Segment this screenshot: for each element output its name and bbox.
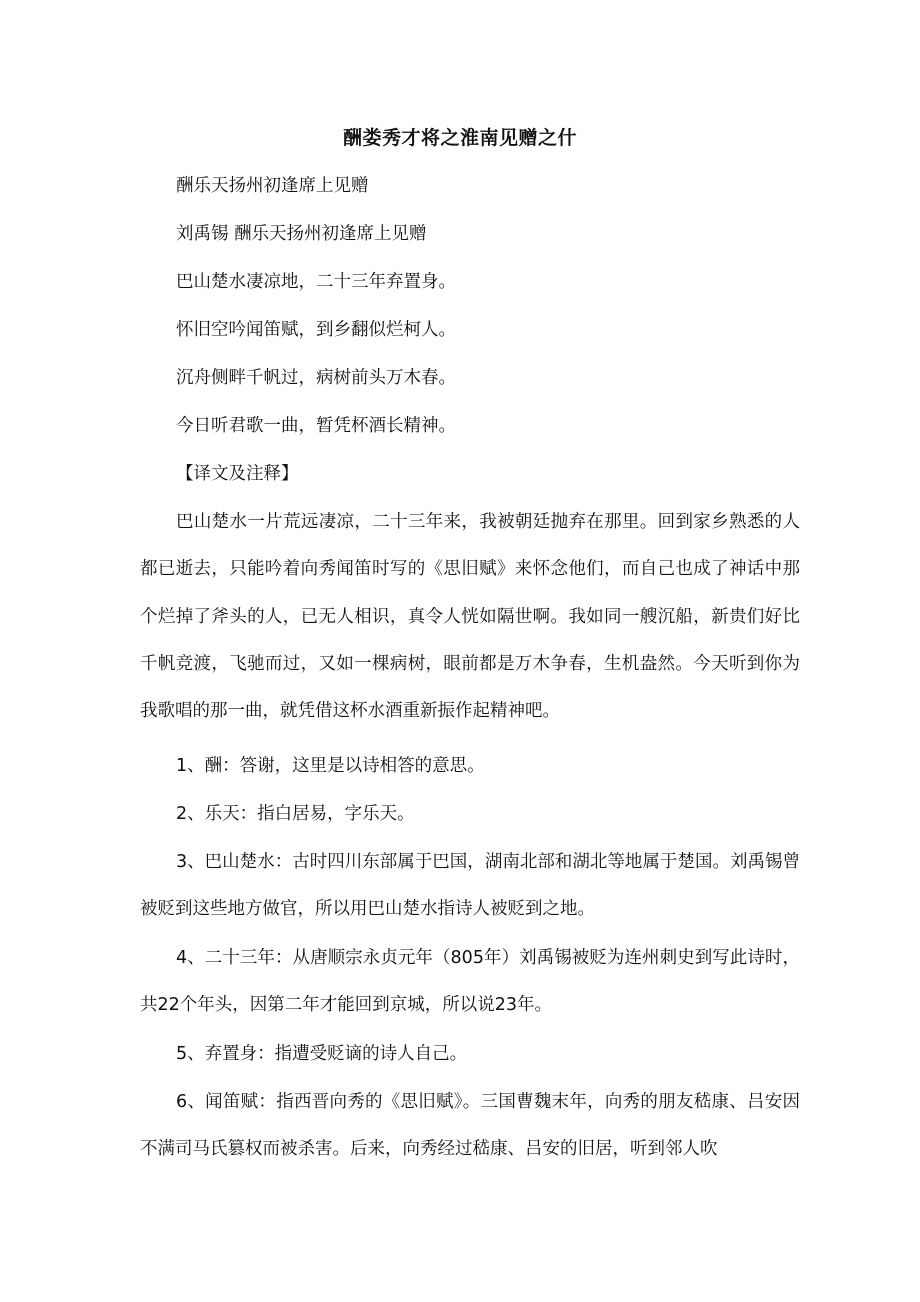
note-item: 3、巴山楚水：古时四川东部属于巴国，湖南北部和湖北等地属于楚国。刘禹锡曾被贬到这些地方做官，所以用巴山楚水指诗人被贬到之地。 [140, 852, 800, 920]
poem-line-2: 怀旧空吟闻笛赋，到乡翻似烂柯人。 [176, 320, 456, 340]
note-item: 4、二十三年：从唐顺宗永贞元年（805年）刘禹锡被贬为连州刺史到写此诗时，共22个年头，因第二年才能回到京城，所以说23年。 [140, 948, 800, 1016]
note-item: 1、酬：答谢，这里是以诗相答的意思。 [176, 756, 485, 776]
poem-line-4: 今日听君歌一曲，暂凭杯酒长精神。 [176, 416, 456, 436]
poem-line-1: 巴山楚水凄凉地，二十三年弃置身。 [176, 272, 456, 292]
note-item: 5、弃置身：指遭受贬谪的诗人自己。 [176, 1044, 468, 1064]
note-item: 2、乐天：指白居易，字乐天。 [176, 804, 415, 824]
section-heading: 【译文及注释】 [176, 464, 299, 484]
poem-line-3: 沉舟侧畔千帆过，病树前头万木春。 [176, 368, 456, 388]
document-title: 酬娄秀才将之淮南见赠之什 [342, 127, 577, 149]
note-item: 6、闻笛赋：指西晋向秀的《思旧赋》。三国曹魏末年，向秀的朋友嵇康、吕安因不满司马氏篡权而被杀害。后来，向秀经过嵇康、吕安的旧居，听到邻人吹 [140, 1092, 800, 1160]
translation-paragraph: 巴山楚水一片荒远凄凉，二十三年来，我被朝廷抛弃在那里。回到家乡熟悉的人都已逝去，只能吟着向秀闻笛时写的《思旧赋》来怀念他们，而自己也成了神话中那个烂掉了斧头的人，已无人相识，真令人恍如隔世啊。我如同一艘沉船，新贵们好比千帆竞渡，飞驰而过，又如一棵病树，眼前都是万木争春，生机盎然。今天听到你为我歌唱的那一曲，就凭借这杯水酒重新振作起精神吧。 [140, 512, 800, 722]
poem-heading: 酬乐天扬州初逢席上见赠 [176, 176, 369, 196]
author-line: 刘禹锡 酬乐天扬州初逢席上见赠 [176, 224, 427, 244]
